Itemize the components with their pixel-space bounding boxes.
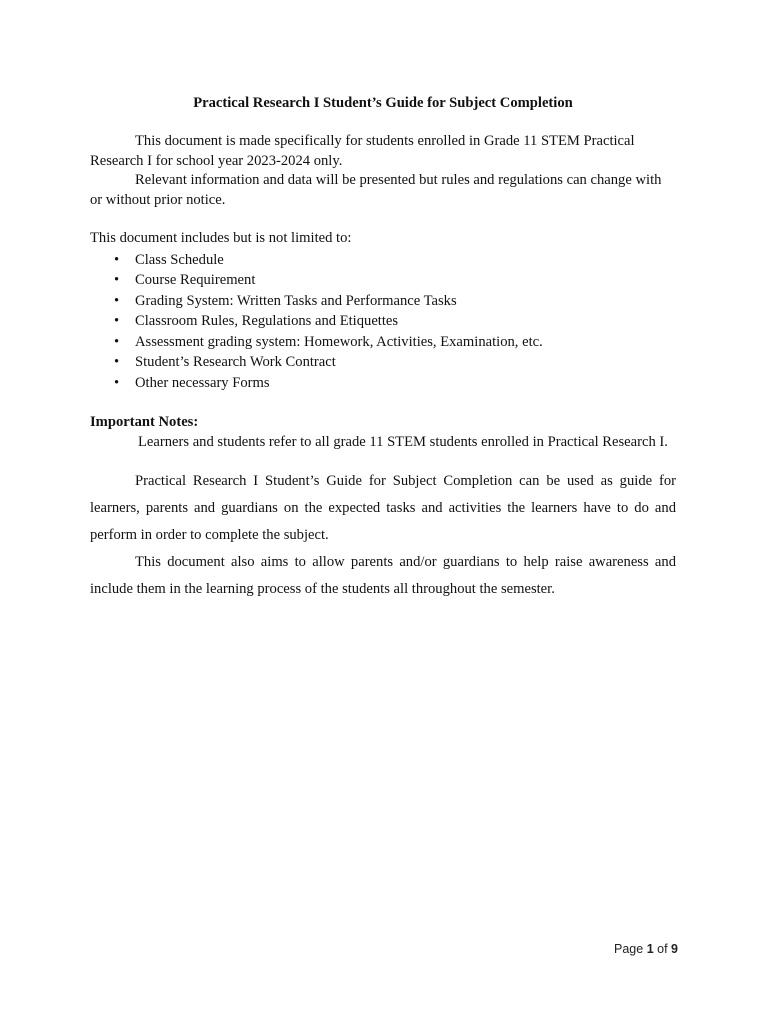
list-item-text: Class Schedule [135, 251, 224, 268]
bullet-icon: • [114, 354, 120, 370]
list-item-text: Course Requirement [135, 272, 256, 288]
current-page-number: 1 [646, 942, 654, 956]
list-item-text: Assessment grading system: Homework, Activities, Examination, etc. [135, 333, 543, 350]
important-notes-heading: Important Notes: [90, 414, 199, 430]
list-item [90, 270, 676, 291]
list-item [90, 311, 676, 332]
list-item-text: Student’s Research Work Contract [135, 354, 336, 370]
document-title: Practical Research I Student’s Guide for Subject Completion [193, 95, 573, 111]
bullet-icon: • [114, 251, 120, 268]
list-item-text: Grading System: Written Tasks and Performance Tasks [135, 292, 457, 309]
intro-paragraph-1: This document is made specifically for students enrolled in Grade 11 STEM Practical Research I for school year 2023-2024 only. [90, 133, 635, 169]
list-item [90, 250, 676, 271]
body-paragraph-2: This document also aims to allow parents and/or guardians to help raise awareness and include them in the learning process of the students all throughout the semester. [90, 554, 676, 597]
bullet-icon: • [114, 333, 120, 350]
bullet-icon: • [114, 272, 120, 288]
page-word: Page [614, 942, 644, 956]
bullet-icon: • [114, 292, 120, 309]
list-item [90, 332, 676, 353]
list-item [90, 373, 676, 394]
list-item-text: Classroom Rules, Regulations and Etiquettes [135, 313, 399, 329]
page-number-footer [614, 942, 678, 956]
of-word: of [657, 942, 668, 956]
page-content [90, 94, 676, 603]
list-item [90, 291, 676, 312]
important-notes-text: Learners and students refer to all grade 11 STEM students enrolled in Practical Research I. [138, 433, 668, 450]
intro-paragraph-2: Relevant information and data will be presented but rules and regulations can change with or without prior notice. [90, 172, 662, 208]
total-pages-number: 9 [671, 942, 678, 956]
list-item-text: Other necessary Forms [135, 374, 270, 391]
bullet-icon: • [114, 374, 120, 391]
list-item [90, 352, 676, 373]
includes-list [90, 250, 676, 394]
includes-label: This document includes but is not limited to: [90, 230, 352, 246]
body-paragraph-1: Practical Research I Student’s Guide for Subject Completion can be used as guide for learners, parents and guardians on the expected tasks and activities the learners have to do and perform in order to complete the subject. [90, 473, 676, 543]
bullet-icon: • [114, 313, 120, 329]
spacer [90, 210, 676, 229]
